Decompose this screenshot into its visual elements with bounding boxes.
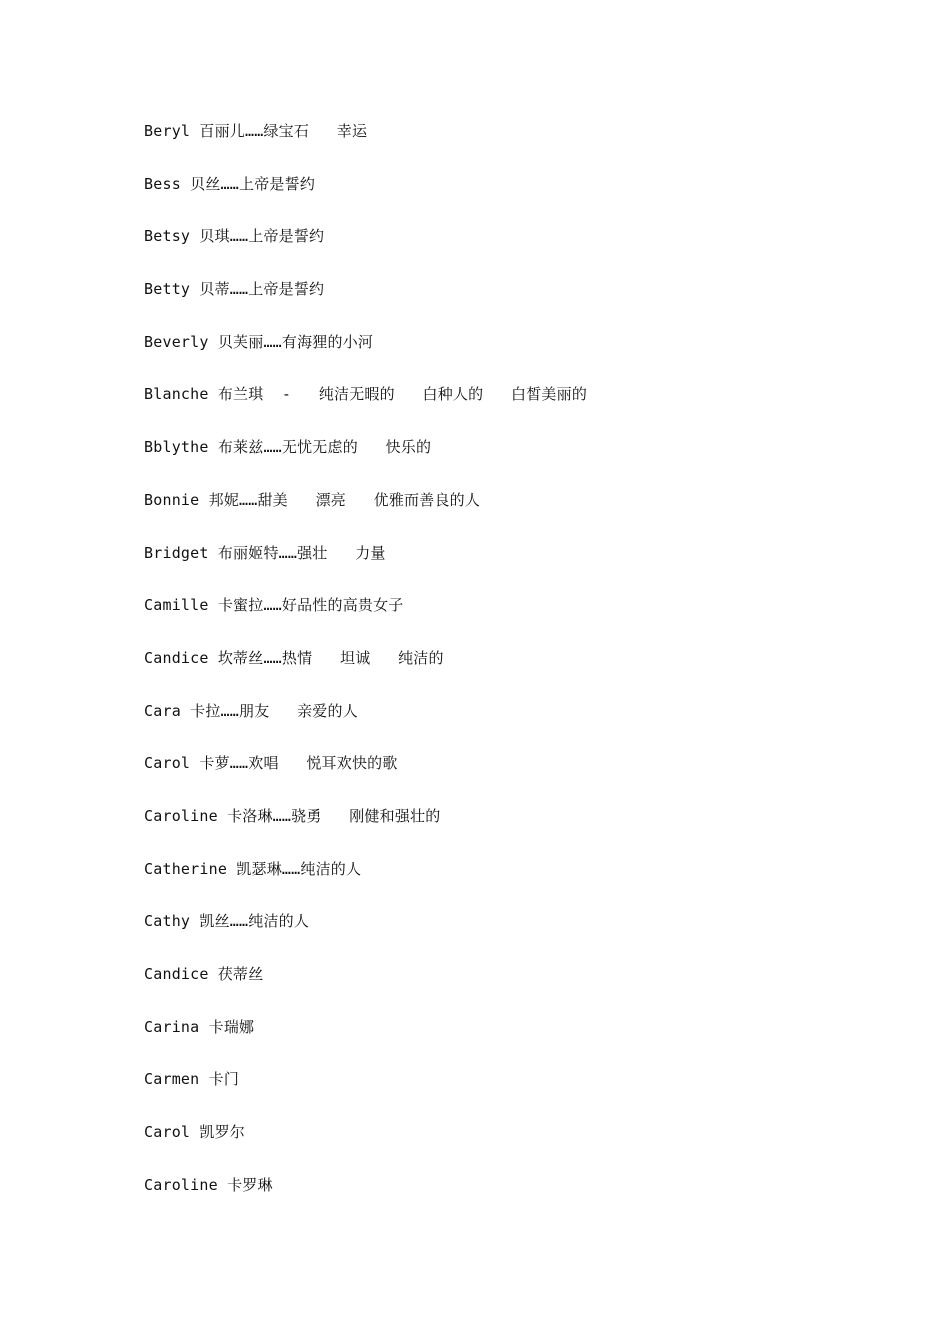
- name-entry: Carol 卡萝……欢唱 悦耳欢快的歌: [144, 754, 398, 773]
- name-entry: Carina 卡瑞娜: [144, 1017, 255, 1036]
- name-entry: Betsy 贝琪……上帝是誓约: [144, 227, 325, 246]
- name-entry: Catherine 凯瑟琳……纯洁的人: [144, 859, 362, 878]
- name-entry: Bblythe 布莱兹……无忧无虑的 快乐的: [144, 438, 432, 457]
- name-entry: Carol 凯罗尔: [144, 1123, 245, 1142]
- name-entry: Caroline 卡洛琳……骁勇 刚健和强壮的: [144, 806, 441, 825]
- name-entry: Betty 贝蒂……上帝是誓约: [144, 280, 325, 299]
- name-entry: Caroline 卡罗琳: [144, 1175, 273, 1194]
- name-entry: Beverly 贝芙丽……有海狸的小河: [144, 332, 374, 351]
- name-entry: Beryl 百丽儿……绿宝石 幸运: [144, 122, 368, 140]
- name-entry: Candice 坎蒂丝……热情 坦诚 纯洁的: [144, 648, 444, 667]
- name-list: [144, 118, 904, 1224]
- name-entry: Camille 卡蜜拉……好品性的高贵女子: [144, 596, 404, 615]
- name-entry: Candice 茯蒂丝: [144, 965, 264, 983]
- name-entry: Carmen 卡门: [144, 1070, 240, 1089]
- name-entry: Bonnie 邦妮……甜美 漂亮 优雅而善良的人: [144, 490, 481, 509]
- name-entry: Cathy 凯丝……纯洁的人: [144, 912, 310, 931]
- name-entry: Bridget 布丽姬特……强壮 力量: [144, 543, 386, 562]
- name-entry: Blanche 布兰琪 - 纯洁无暇的 白种人的 白皙美丽的: [144, 385, 588, 404]
- name-entry: Cara 卡拉……朋友 亲爱的人: [144, 701, 358, 720]
- name-entry: Bess 贝丝……上帝是誓约: [144, 174, 316, 193]
